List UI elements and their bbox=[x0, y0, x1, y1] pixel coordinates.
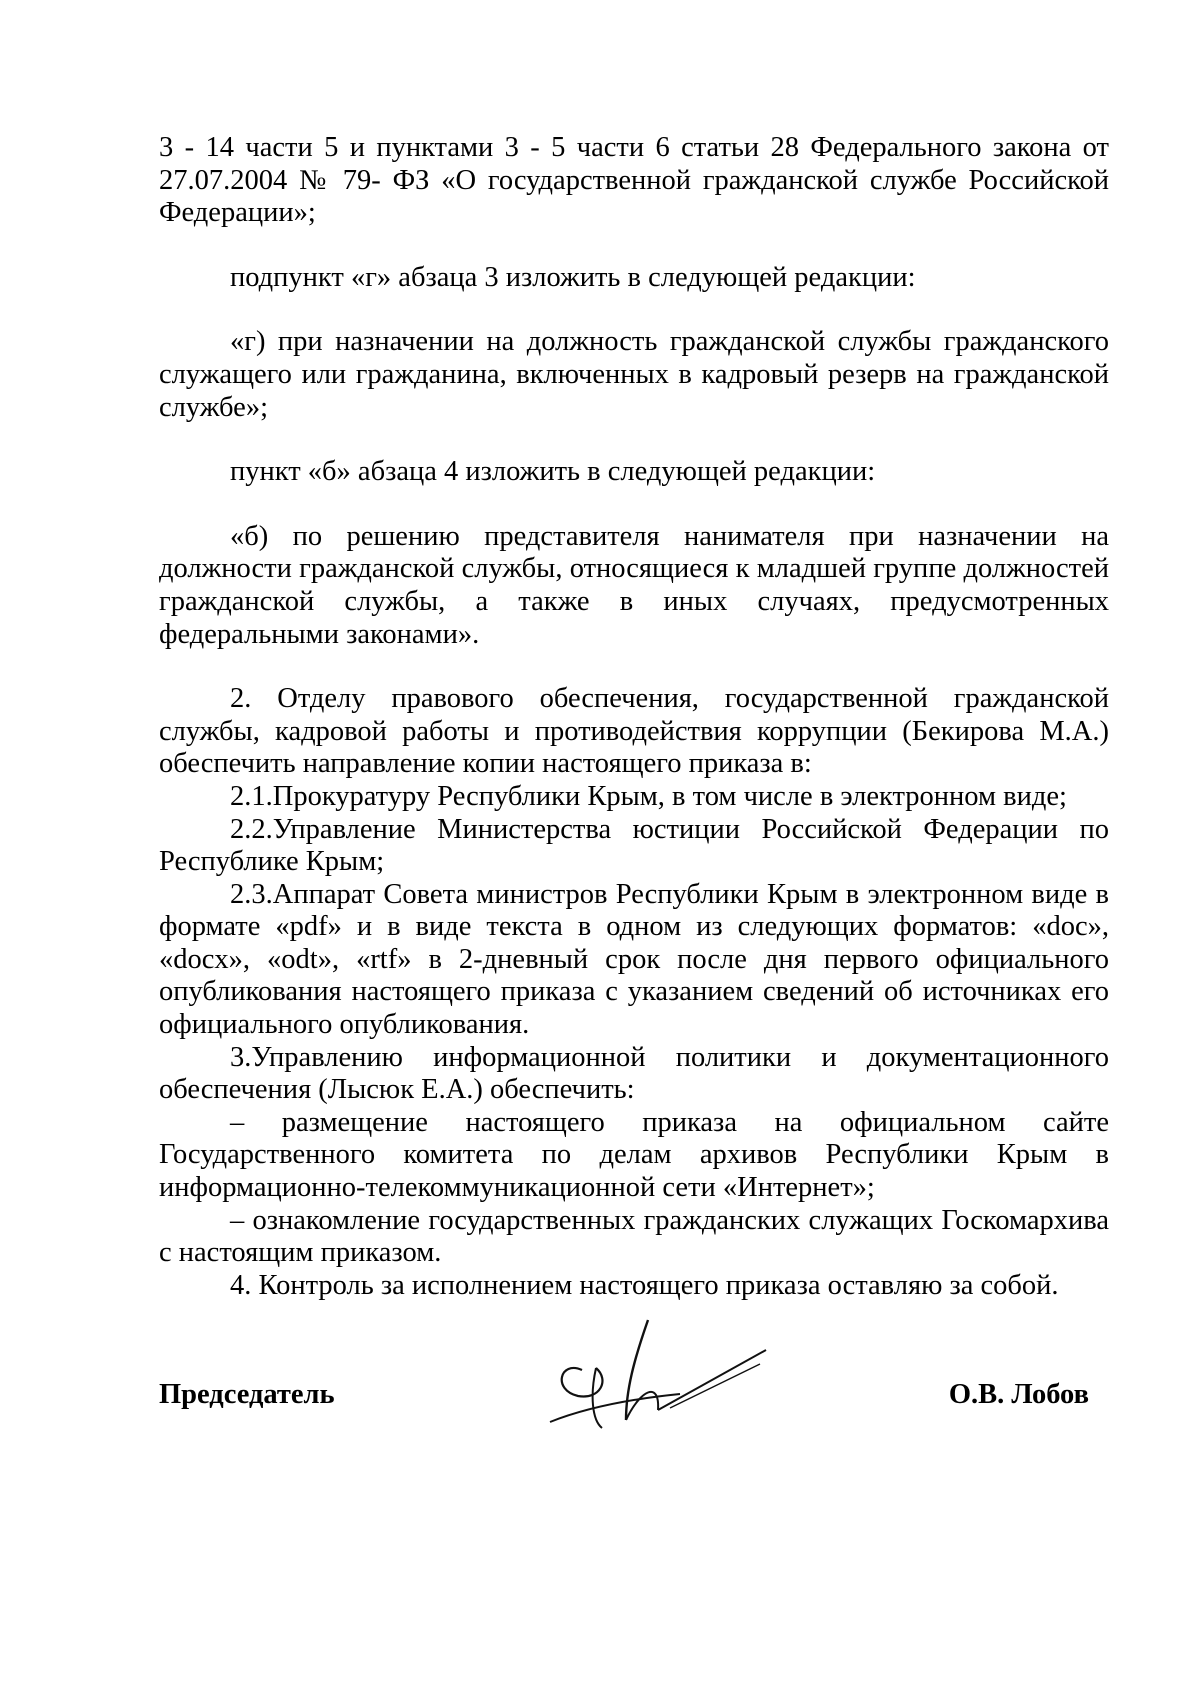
paragraph-item-3: 3.Управлению информационной политики и документационного обеспечения (Лысюк Е.А.) обеспечить: bbox=[159, 1041, 1109, 1106]
paragraph-item-3-familiarization: – ознакомление государственных гражданских служащих Госкомархива с настоящим приказом. bbox=[159, 1204, 1109, 1269]
paragraph-item-2-1: 2.1.Прокуратуру Республики Крым, в том числе в электронном виде; bbox=[230, 780, 1067, 812]
paragraph-point-b-intro: пункт «б» абзаца 4 изложить в следующей редакции: bbox=[230, 456, 876, 488]
paragraph-law-reference: 3 - 14 части 5 и пунктами 3 - 5 части 6 статьи 28 Федерального закона от 27.07.2004 № 79- ФЗ «О государственной гражданской службе Российской Федерации»; bbox=[159, 132, 1109, 229]
paragraph-item-3-website: – размещение настоящего приказа на официальном сайте Государственного комитета по делам архивов Республики Крым в информационно-телекоммуникационной сети «Интернет»; bbox=[159, 1106, 1109, 1204]
document-body bbox=[159, 132, 1109, 1302]
paragraph-point-b-text: «б) по решению представителя нанимателя при назначении на должности гражданской службы, относящиеся к младшей группе должностей гражданской службы, а также в иных случаях, предусмотренных федеральными законами». bbox=[159, 520, 1109, 650]
paragraph-subpoint-g-text: «г) при назначении на должность гражданской службы гражданского служащего или гражданина, включенных в кадровый резерв на гражданской службе»; bbox=[159, 326, 1109, 423]
paragraph-item-2-3: 2.3.Аппарат Совета министров Республики Крым в электронном виде в формате «pdf» и в виде текста в одном из следующих форматов: «doc», «docx», «odt», «rtf» в 2-дневный срок после дня первого официального опубликования настоящего приказа с указанием сведений об источниках его официального опубликования. bbox=[159, 878, 1109, 1041]
signature-block bbox=[159, 1355, 1089, 1415]
signatory-name: О.В. Лобов bbox=[948, 1379, 1089, 1410]
signatory-title: Председатель bbox=[159, 1379, 335, 1410]
paragraph-item-2-2: 2.2.Управление Министерства юстиции Российской Федерации по Республике Крым; bbox=[159, 813, 1109, 878]
paragraph-item-4: 4. Контроль за исполнением настоящего приказа оставляю за собой. bbox=[230, 1269, 1059, 1301]
paragraph-item-2: 2. Отделу правового обеспечения, государственной гражданской службы, кадровой работы и противодействия коррупции (Бекирова М.А.) обеспечить направление копии настоящего приказа в: bbox=[159, 683, 1109, 780]
paragraph-subpoint-g-intro: подпункт «г» абзаца 3 изложить в следующей редакции: bbox=[230, 261, 916, 293]
